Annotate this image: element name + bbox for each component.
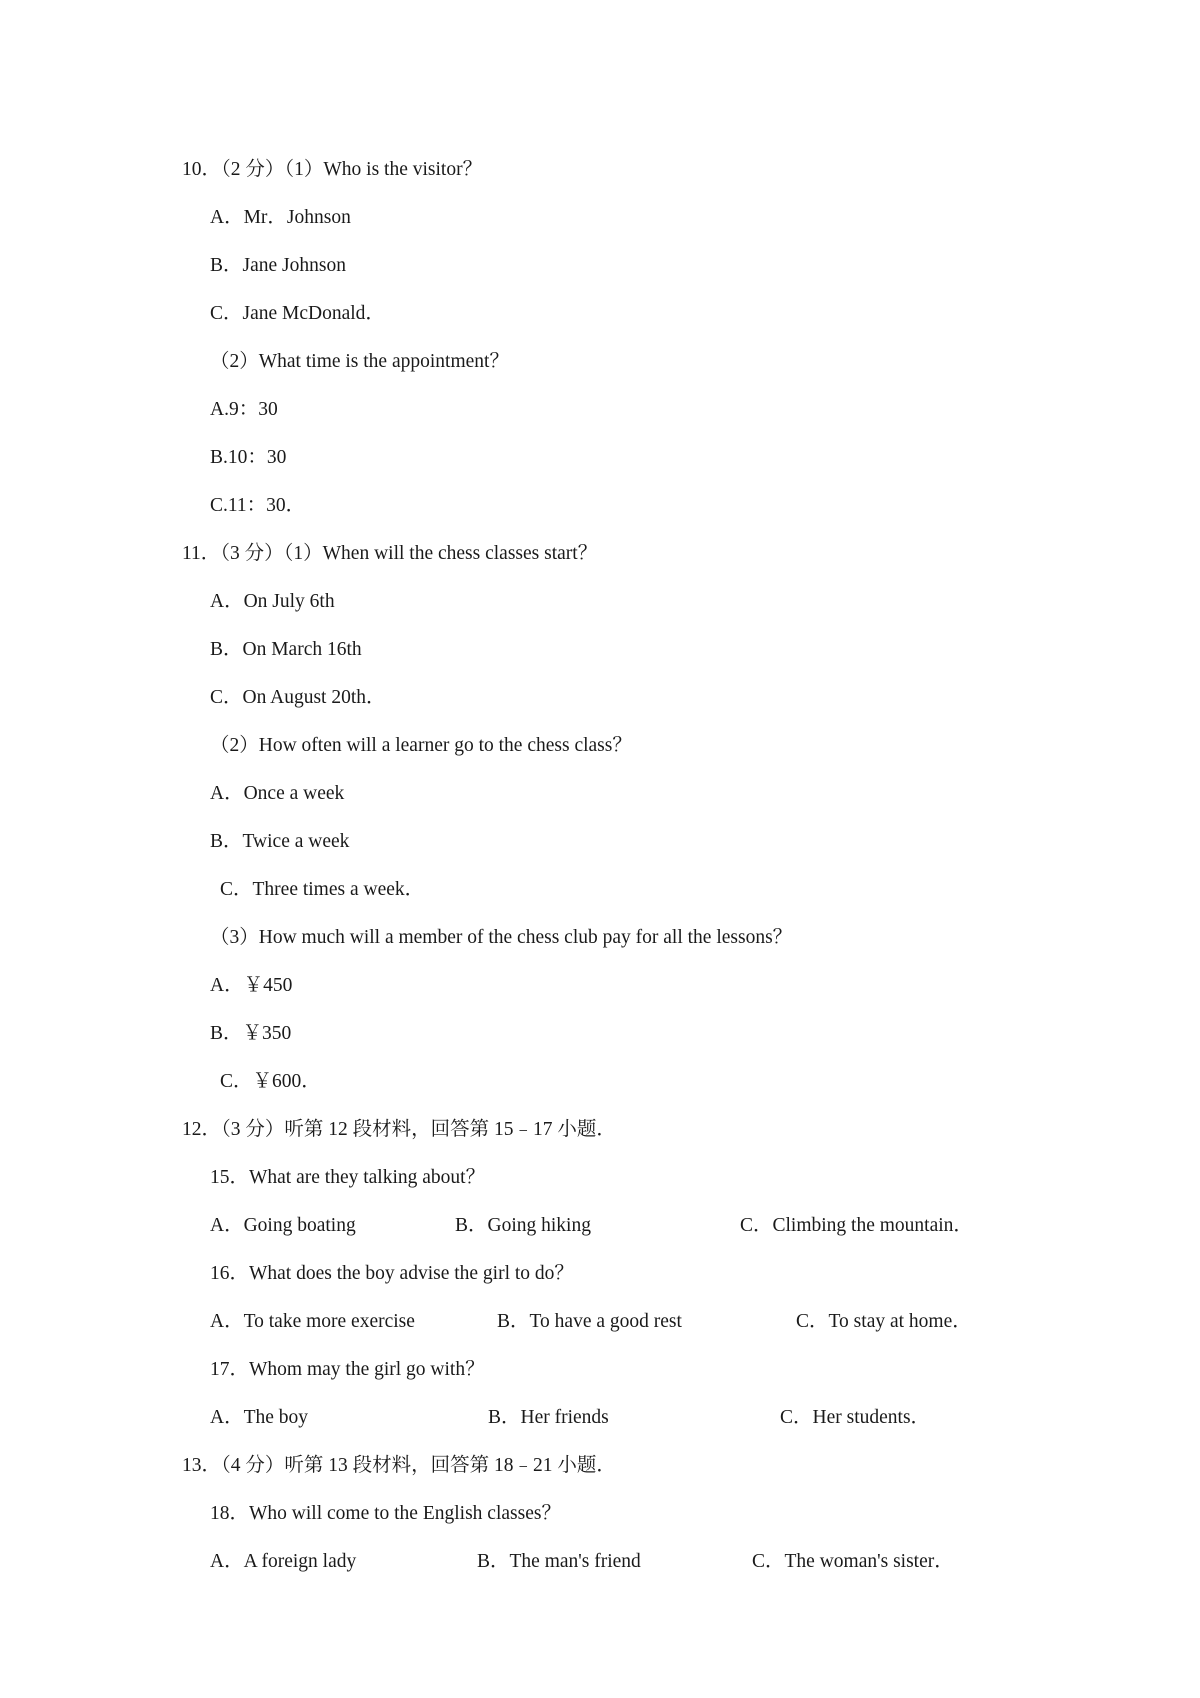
question-11-stem: 11．（3 分）（1）When will the chess classes start？ [182, 543, 598, 564]
q11-p2-option-b: B．Twice a week [210, 831, 350, 852]
q11-p1-option-b: B．On March 16th [210, 639, 362, 660]
q17-option-c: C．Her students． [780, 1407, 931, 1428]
q16-option-c: C．To stay at home． [796, 1311, 972, 1332]
question-13-stem: 13．（4 分）听第 13 段材料，回答第 18﹣21 小题． [182, 1455, 616, 1476]
question-12-stem: 12．（3 分）听第 12 段材料，回答第 15﹣17 小题． [182, 1119, 616, 1140]
q18-option-a: A．A foreign lady [210, 1551, 357, 1572]
q11-p3-option-b: B．￥350 [210, 1023, 292, 1044]
q15-option-c: C．Climbing the mountain． [740, 1215, 973, 1236]
q18-option-b: B．The man's friend [477, 1551, 641, 1572]
q11-p3-option-c: C．￥600． [220, 1071, 321, 1092]
q10-p2-option-b: B.10：30 [210, 447, 287, 468]
q10-p2-option-a: A.9：30 [210, 399, 278, 420]
q18-option-c: C．The woman's sister． [752, 1551, 954, 1572]
q16-option-b: B．To have a good rest [497, 1311, 682, 1332]
q11-p1-option-a: A．On July 6th [210, 591, 335, 612]
q15-stem: 15．What are they talking about？ [210, 1167, 486, 1188]
q11-p1-option-c: C．On August 20th． [210, 687, 386, 708]
q17-option-a: A．The boy [210, 1407, 309, 1428]
question-10-stem: 10．（2 分）（1）Who is the visitor？ [182, 159, 483, 180]
q11-part2-stem: （2）How often will a learner go to the chess class？ [210, 735, 632, 756]
q15-option-b: B．Going hiking [455, 1215, 591, 1236]
q17-option-b: B．Her friends [488, 1407, 609, 1428]
q15-option-a: A．Going boating [210, 1215, 356, 1236]
q16-stem: 16．What does the boy advise the girl to do？ [210, 1263, 574, 1284]
q10-p1-option-c: C．Jane McDonald． [210, 303, 385, 324]
q10-p2-option-c: C.11：30． [210, 495, 306, 516]
q10-p1-option-a: A．Mr．Johnson [210, 207, 351, 228]
q16-option-a: A．To take more exercise [210, 1311, 415, 1332]
q17-stem: 17．Whom may the girl go with？ [210, 1359, 485, 1380]
q10-part2-stem: （2）What time is the appointment？ [210, 351, 509, 372]
q11-part3-stem: （3）How much will a member of the chess club pay for all the lessons？ [210, 927, 793, 948]
q10-p1-option-b: B．Jane Johnson [210, 255, 346, 276]
q11-p3-option-a: A．￥450 [210, 975, 293, 996]
q11-p2-option-c: C．Three times a week． [220, 879, 425, 900]
q11-p2-option-a: A．Once a week [210, 783, 345, 804]
q18-stem: 18．Who will come to the English classes？ [210, 1503, 561, 1524]
